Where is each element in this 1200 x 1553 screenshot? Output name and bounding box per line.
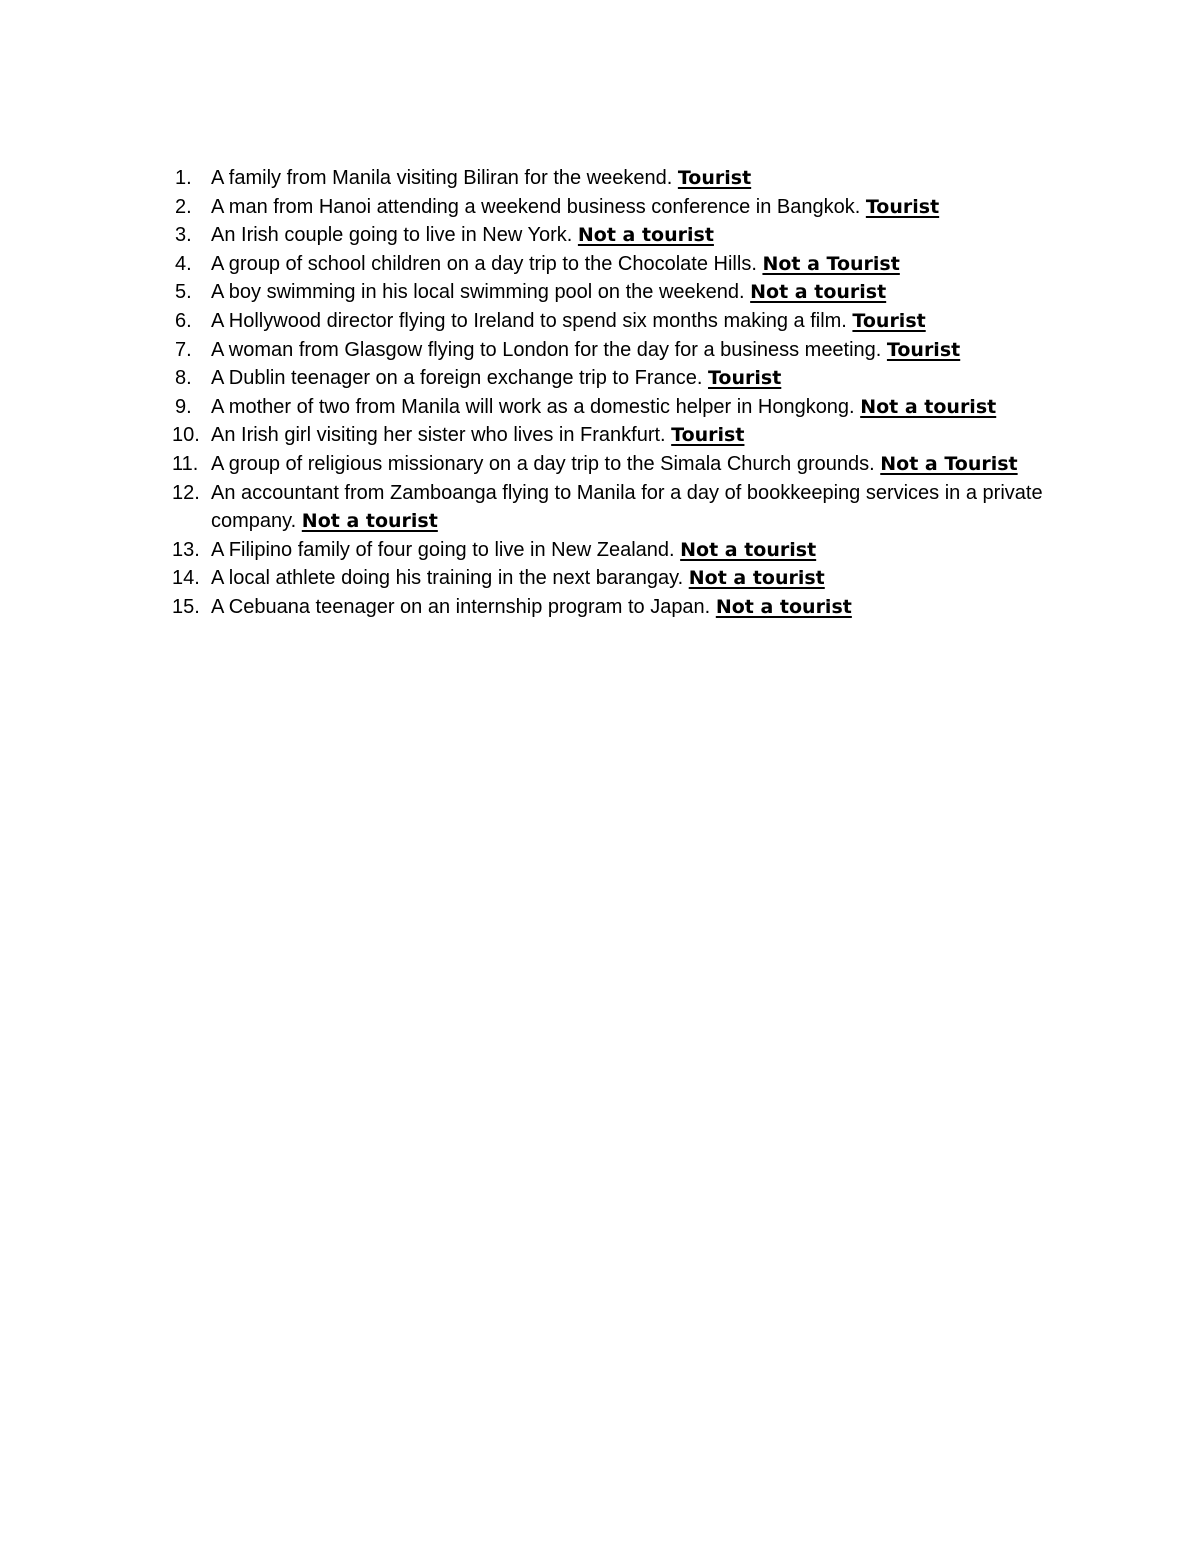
list-item bbox=[172, 450, 1052, 479]
list-item bbox=[172, 393, 1052, 422]
item-answer: Not a Tourist bbox=[880, 452, 1018, 475]
item-answer: Not a tourist bbox=[750, 281, 887, 304]
item-number: 11. bbox=[172, 452, 199, 475]
item-text: An Irish couple going to live in New York. bbox=[211, 224, 573, 247]
list-item bbox=[172, 164, 1052, 193]
item-answer: Not a tourist bbox=[301, 510, 438, 533]
item-answer: Tourist bbox=[708, 367, 782, 390]
item-number: 1. bbox=[175, 167, 192, 189]
item-number: 4. bbox=[175, 252, 192, 275]
list-item bbox=[172, 421, 1052, 450]
list-item bbox=[172, 564, 1052, 593]
item-number: 13. bbox=[172, 538, 200, 561]
item-answer: Tourist bbox=[886, 338, 961, 361]
item-answer: Tourist bbox=[671, 424, 745, 447]
item-answer: Not a tourist bbox=[688, 567, 825, 590]
item-number: 14. bbox=[172, 567, 200, 590]
item-text: A man from Hanoi attending a weekend business conference in Bangkok. bbox=[211, 195, 861, 218]
list-item bbox=[172, 221, 1052, 250]
item-number: 10. bbox=[172, 424, 200, 447]
item-text: A Filipino family of four going to live in New Zealand. bbox=[211, 538, 675, 561]
item-text: A mother of two from Manila will work as a domestic helper in Hongkong. bbox=[211, 395, 855, 418]
item-answer: Not a tourist bbox=[715, 595, 852, 618]
item-number: 7. bbox=[175, 338, 192, 361]
item-number: 8. bbox=[175, 367, 192, 390]
item-number: 9. bbox=[175, 395, 192, 418]
list-item bbox=[172, 536, 1052, 565]
item-answer: Tourist bbox=[865, 195, 940, 218]
list-item bbox=[172, 336, 1052, 365]
item-text: A family from Manila visiting Biliran for the weekend. bbox=[211, 167, 673, 189]
item-text: A woman from Glasgow flying to London for the day for a business meeting. bbox=[211, 338, 887, 361]
item-text: An Irish girl visiting her sister who lives in Frankfurt. bbox=[211, 424, 666, 447]
item-text: A local athlete doing his training in the next barangay. bbox=[211, 567, 684, 590]
item-number: 12. bbox=[172, 481, 200, 504]
item-text: A group of school children on a day trip to the Chocolate Hills. bbox=[211, 252, 763, 275]
item-answer: Not a Tourist bbox=[762, 252, 900, 275]
list-item bbox=[172, 479, 1052, 536]
tourist-answer-list bbox=[172, 164, 1052, 622]
item-answer: Tourist bbox=[852, 309, 926, 332]
item-number: 15. bbox=[172, 595, 200, 618]
list-item bbox=[172, 307, 1052, 336]
item-number: 2. bbox=[175, 195, 192, 218]
list-item bbox=[172, 593, 1052, 622]
item-text: An accountant from Zamboanga flying to Manila for a day of bookkeeping services in a private company. bbox=[211, 481, 1043, 533]
item-number: 3. bbox=[175, 224, 192, 247]
item-text: A group of religious missionary on a day trip to the Simala Church grounds. bbox=[211, 452, 875, 475]
item-text: A Cebuana teenager on an internship program to Japan. bbox=[211, 595, 711, 618]
item-answer: Tourist bbox=[677, 167, 752, 189]
list-item bbox=[172, 193, 1052, 222]
item-text: A Dublin teenager on a foreign exchange trip to France. bbox=[211, 367, 703, 390]
item-text: A boy swimming in his local swimming pool on the weekend. bbox=[211, 281, 745, 304]
item-answer: Not a tourist bbox=[860, 395, 997, 418]
item-number: 5. bbox=[175, 281, 192, 304]
item-text: A Hollywood director flying to Ireland to spend six months making a film. bbox=[211, 309, 847, 332]
list-item bbox=[172, 278, 1052, 307]
item-number: 6. bbox=[175, 309, 192, 332]
list-item bbox=[172, 250, 1052, 279]
list-item bbox=[172, 364, 1052, 393]
item-answer: Not a tourist bbox=[577, 224, 714, 247]
item-answer: Not a tourist bbox=[680, 538, 817, 561]
